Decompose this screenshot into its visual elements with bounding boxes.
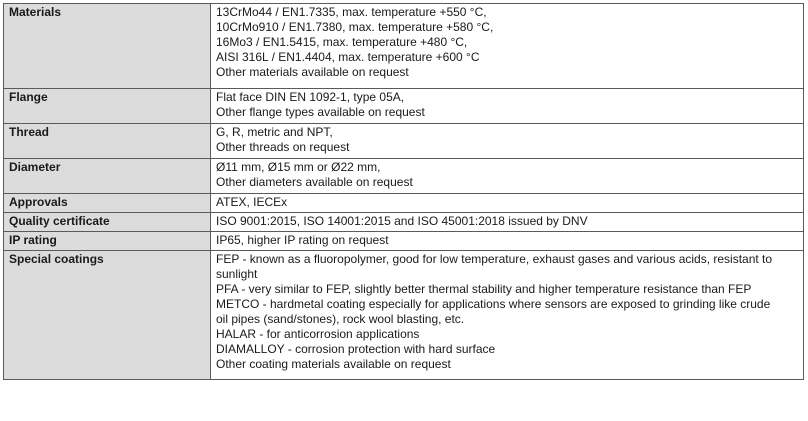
row-thread (4, 124, 804, 159)
thread-line-2: Other threads on request (216, 140, 350, 154)
row-ip-rating (4, 232, 804, 251)
materials-line-5: Other materials available on request (216, 65, 409, 79)
value-special-coatings (211, 251, 804, 380)
row-special-coatings (4, 251, 804, 380)
coatings-line-2: sunlight (216, 267, 258, 281)
row-quality-certificate (4, 213, 804, 232)
label-flange: Flange (4, 89, 211, 124)
row-materials (4, 4, 804, 89)
approvals-line-1: ATEX, IECEx (216, 195, 288, 209)
value-approvals (211, 194, 804, 213)
coatings-line-6: HALAR - for anticorrosion applications (216, 327, 420, 341)
materials-line-2: 10CrMo910 / EN1.7380, max. temperature +580 °C, (216, 20, 494, 34)
coatings-line-3: PFA - very similar to FEP, slightly better thermal stability and higher temperature resistance than FEP (216, 282, 752, 296)
quality-line-1: ISO 9001:2015, ISO 14001:2015 and ISO 45001:2018 issued by DNV (216, 214, 588, 228)
label-diameter: Diameter (4, 159, 211, 194)
label-thread: Thread (4, 124, 211, 159)
flange-line-1: Flat face DIN EN 1092-1, type 05A, (216, 90, 405, 104)
coatings-line-8: Other coating materials available on request (216, 357, 451, 371)
materials-line-4: AISI 316L / EN1.4404, max. temperature +600 °C (216, 50, 480, 64)
flange-line-2: Other flange types available on request (216, 105, 425, 119)
materials-line-3: 16Mo3 / EN1.5415, max. temperature +480 °C, (216, 35, 468, 49)
materials-line-1: 13CrMo44 / EN1.7335, max. temperature +550 °C, (216, 5, 487, 19)
coatings-line-5: oil pipes (sand/stones), rock wool blasting, etc. (216, 312, 465, 326)
specifications-table (3, 3, 804, 380)
ip-line-1: IP65, higher IP rating on request (216, 233, 389, 247)
value-thread (211, 124, 804, 159)
label-special-coatings: Special coatings (4, 251, 211, 380)
coatings-line-7: DIAMALLOY - corrosion protection with hard surface (216, 342, 496, 356)
row-flange (4, 89, 804, 124)
value-flange (211, 89, 804, 124)
diameter-line-1: Ø11 mm, Ø15 mm or Ø22 mm, (216, 160, 381, 174)
diameter-line-2: Other diameters available on request (216, 175, 413, 189)
coatings-line-1: FEP - known as a fluoropolymer, good for low temperature, exhaust gases and various acids, resistant to (216, 252, 773, 266)
label-approvals: Approvals (4, 194, 211, 213)
value-diameter (211, 159, 804, 194)
label-ip-rating: IP rating (4, 232, 211, 251)
row-approvals (4, 194, 804, 213)
label-materials: Materials (4, 4, 211, 89)
thread-line-1: G, R, metric and NPT, (216, 125, 333, 139)
value-materials (211, 4, 804, 89)
value-quality-certificate (211, 213, 804, 232)
row-diameter (4, 159, 804, 194)
value-ip-rating (211, 232, 804, 251)
coatings-line-4: METCO - hardmetal coating especially for applications where sensors are exposed to grinding like crude (216, 297, 771, 311)
label-quality-certificate: Quality certificate (4, 213, 211, 232)
